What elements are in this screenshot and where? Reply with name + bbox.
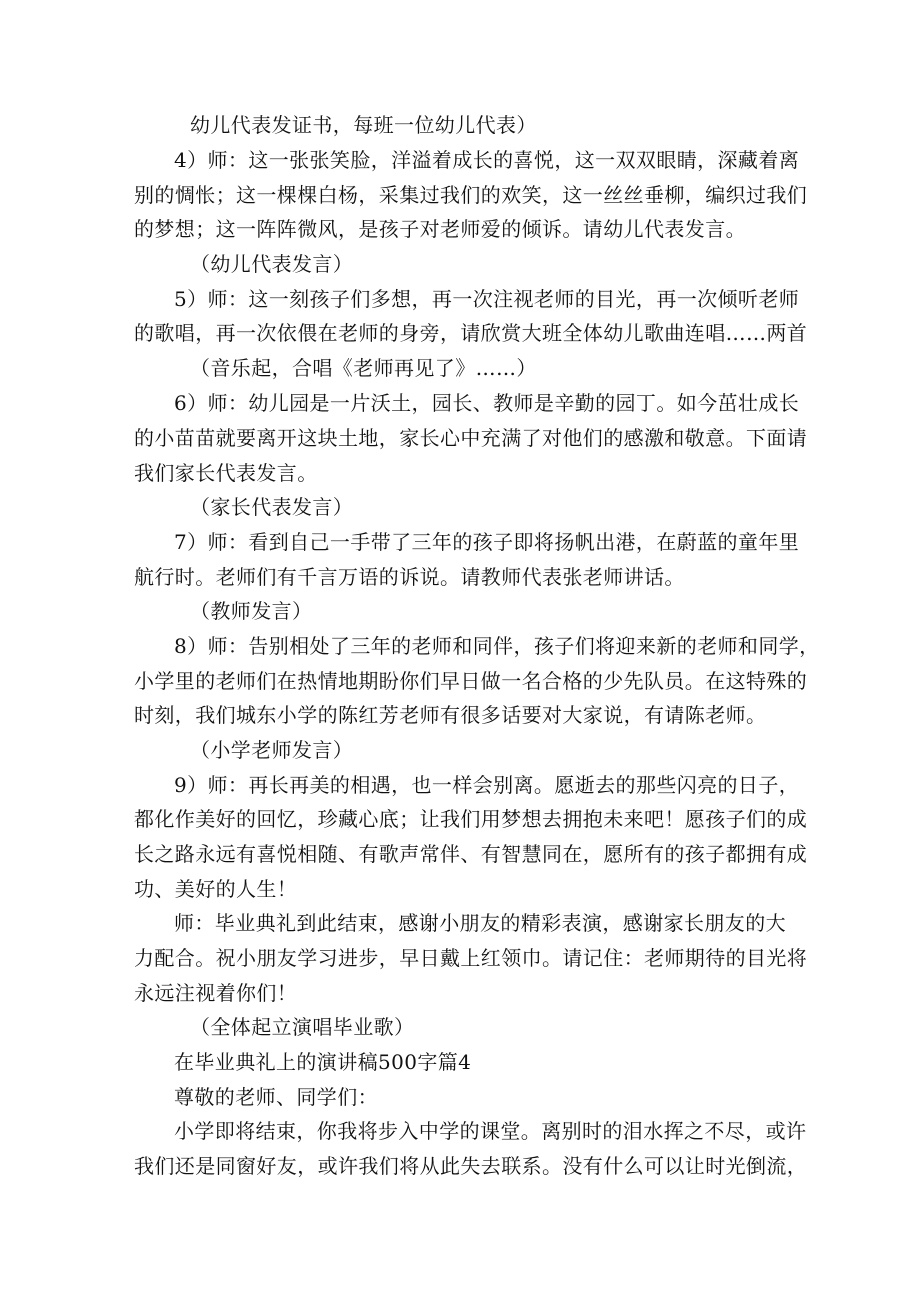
text-line: 小学里的老师们在热情地期盼你们早日做一名合格的少先队员。在这特殊的 (134, 669, 808, 693)
text-line: （小学老师发言） (190, 738, 354, 762)
text-line: 小学即将结束，你我将步入中学的课堂。离别时的泪水挥之不尽，或许 (174, 1119, 807, 1143)
section-heading: 在毕业典礼上的演讲稿500字篇4 (174, 1050, 472, 1074)
text-line: 4）师：这一张张笑脸，洋溢着成长的喜悦，这一双双眼睛，深藏着离 (174, 148, 800, 172)
text-line: 6）师：幼儿园是一片沃土，园长、教师是辛勤的园丁。如今茁壮成长 (174, 391, 800, 415)
text-line: 长之路永远有喜悦相随、有歌声常伴、有智慧同在，愿所有的孩子都拥有成 (134, 842, 808, 866)
text-line: 师：毕业典礼到此结束，感谢小朋友的精彩表演，感谢家长朋友的大 (174, 911, 786, 935)
text-line: 我们还是同窗好友，或许我们将从此失去联系。没有什么可以让时光倒流， (134, 1154, 808, 1178)
text-line: 航行时。老师们有千言万语的诉说。请教师代表张老师讲话。 (134, 565, 685, 589)
text-line: 时刻，我们城东小学的陈红芳老师有很多话要对大家说，有请陈老师。 (134, 703, 767, 727)
text-line: 我们家长代表发言。 (134, 461, 318, 485)
text-line: （全体起立演唱毕业歌） (190, 1015, 415, 1039)
text-line: 9）师：再长再美的相遇，也一样会别离。愿逝去的那些闪亮的日子， (174, 773, 800, 797)
salutation: 尊敬的老师、同学们： (174, 1085, 378, 1109)
text-line: 8）师：告别相处了三年的老师和同伴，孩子们将迎来新的老师和同学， (174, 634, 820, 658)
text-line: 5）师：这一刻孩子们多想，再一次注视老师的目光，再一次倾听老师 (174, 287, 800, 311)
text-line: 幼儿代表发证书，每班一位幼儿代表） (190, 113, 537, 137)
text-line: 的梦想；这一阵阵微风，是孩子对老师爱的倾诉。请幼儿代表发言。 (134, 217, 746, 241)
text-line: 永远注视着你们！ (134, 981, 298, 1005)
text-line: 7）师：看到自己一手带了三年的孩子即将扬帆出港，在蔚蓝的童年里 (174, 530, 800, 554)
text-line: 的歌唱，再一次依偎在老师的身旁，请欣赏大班全体幼儿歌曲连唱……两首 (134, 321, 808, 345)
text-line: （教师发言） (190, 599, 313, 623)
text-line: （幼儿代表发言） (190, 252, 354, 276)
text-line: （音乐起，合唱《老师再见了》……） (190, 356, 537, 380)
text-line: 功、美好的人生！ (134, 877, 298, 901)
text-line: 的小苗苗就要离开这块土地，家长心中充满了对他们的感激和敬意。下面请 (134, 426, 808, 450)
text-line: （家长代表发言） (190, 495, 354, 519)
text-line: 都化作美好的回忆，珍藏心底；让我们用梦想去拥抱未来吧！愿孩子们的成 (134, 807, 808, 831)
text-line: 别的惆怅；这一棵棵白杨，采集过我们的欢笑，这一丝丝垂柳，编织过我们 (134, 183, 808, 207)
text-line: 力配合。祝小朋友学习进步，早日戴上红领巾。请记住：老师期待的目光将 (134, 946, 808, 970)
